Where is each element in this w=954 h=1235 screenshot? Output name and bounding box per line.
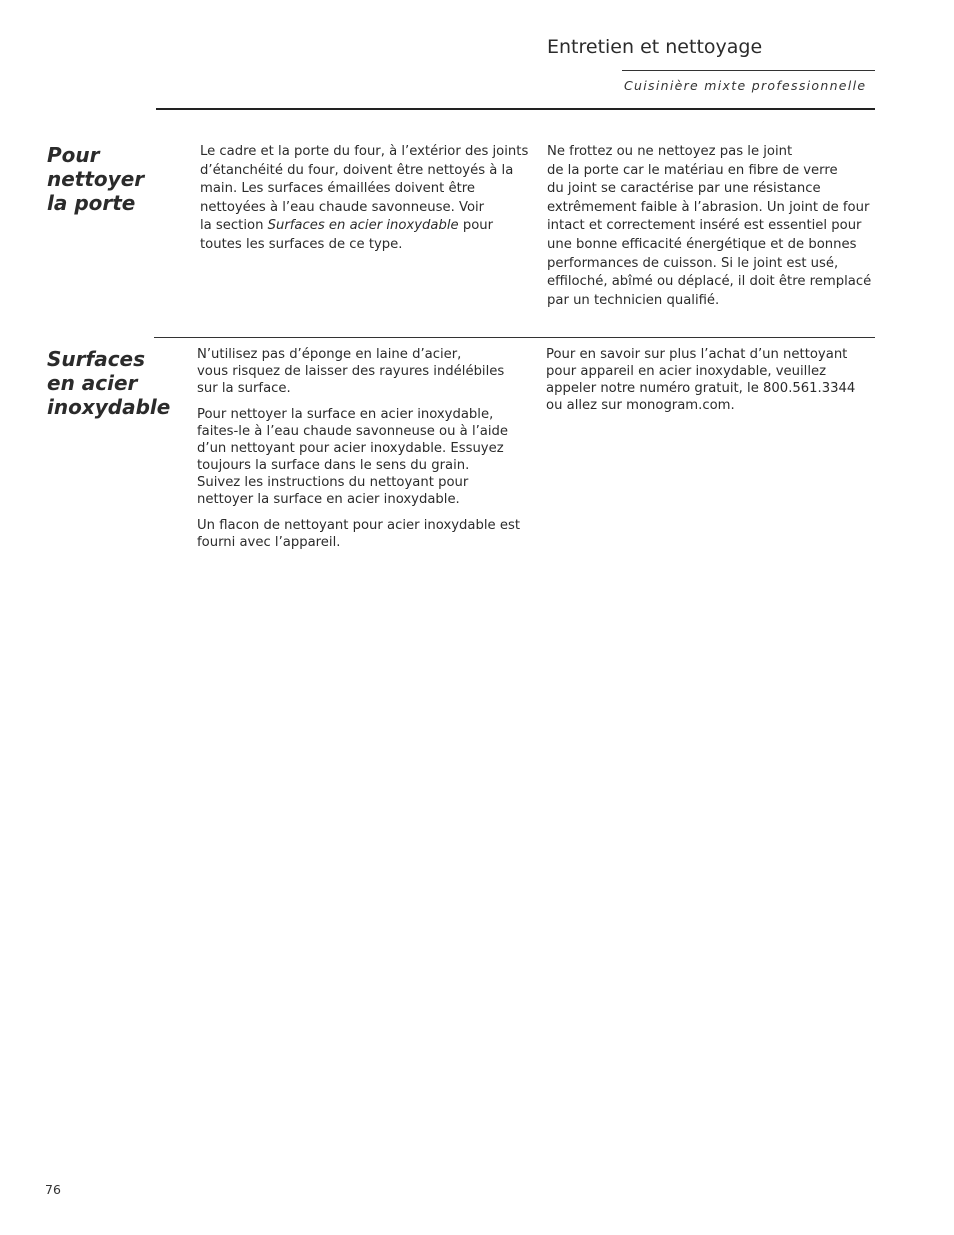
text-line: performances de cuisson. Si le joint est usé,	[547, 255, 839, 271]
text-line: une bonne efficacité énergétique et de bonnes	[547, 236, 857, 252]
section-reference: Surfaces en acier inoxydable	[267, 218, 459, 234]
text-line: intact et correctement inséré est essentiel pour	[547, 218, 862, 234]
text-line: du joint se caractérise par une résistance	[547, 181, 821, 197]
stainless-right-column	[546, 346, 855, 414]
paragraph	[197, 517, 520, 551]
text-line-with-reference	[200, 217, 528, 236]
text-line: N’utilisez pas d’éponge en laine d’acier,	[197, 347, 462, 362]
text-line: nettoyer la surface en acier inoxydable.	[197, 492, 460, 507]
heading-line: en acier	[47, 371, 138, 395]
text-line: Un flacon de nettoyant pour acier inoxydable est	[197, 518, 520, 533]
heading-line: inoxydable	[47, 395, 171, 419]
page-title: Entretien et nettoyage	[547, 36, 763, 58]
door-right-column	[547, 143, 871, 310]
text-line: Suivez les instructions du nettoyant pour	[197, 475, 469, 490]
text-line: Pour en savoir sur plus l’achat d’un nettoyant	[546, 347, 848, 362]
text-line: toutes les surfaces de ce type.	[200, 236, 403, 252]
text-line: appeler notre numéro gratuit, le 800.561.3344	[546, 381, 856, 396]
text-line: fourni avec l’appareil.	[197, 535, 341, 550]
text-line: Pour nettoyer la surface en acier inoxydable,	[197, 407, 494, 422]
text-line: vous risquez de laisser des rayures indélébiles	[197, 364, 505, 379]
text-line: main. Les surfaces émaillées doivent être	[200, 181, 476, 197]
text-line: Le cadre et la porte du four, à l’extérior des joints	[200, 144, 529, 159]
section-divider	[154, 337, 875, 338]
text-line: pour appareil en acier inoxydable, veuillez	[546, 364, 827, 379]
text-line: effiloché, abîmé ou déplacé, il doit être remplacé	[547, 274, 872, 290]
heading-line: Surfaces	[47, 347, 146, 371]
text-line: faites-le à l’eau chaude savonneuse ou à l’aide	[197, 424, 509, 439]
header-divider	[622, 70, 875, 71]
text-line: par un technicien qualifié.	[547, 292, 720, 308]
reference-suffix: pour	[458, 218, 494, 234]
stainless-left-column	[197, 346, 520, 560]
heading-line: nettoyer	[47, 167, 145, 191]
paragraph	[197, 346, 520, 397]
page-number: 76	[45, 1182, 61, 1197]
section-heading-door	[47, 143, 144, 215]
door-left-column	[200, 143, 528, 255]
text-line: toujours la surface dans le sens du grain.	[197, 458, 470, 473]
text-line: d’un nettoyant pour acier inoxydable. Essuyez	[197, 441, 504, 456]
text-line: de la porte car le matériau en fibre de verre	[547, 162, 838, 178]
heading-line: la porte	[47, 191, 136, 215]
text-line: nettoyées à l’eau chaude savonneuse. Voir	[200, 199, 485, 215]
section-heading-stainless	[47, 347, 170, 419]
paragraph	[197, 406, 520, 508]
text-line: Ne frottez ou ne nettoyez pas le joint	[547, 144, 793, 159]
page-subtitle: Cuisinière mixte professionnelle	[624, 78, 867, 93]
header-main-divider	[156, 108, 875, 110]
text-line: ou allez sur monogram.com.	[546, 398, 735, 413]
text-line: d’étanchéité du four, doivent être nettoyés à la	[200, 162, 514, 178]
text-line: extrêmement faible à l’abrasion. Un joint de four	[547, 199, 870, 215]
reference-prefix: la section	[200, 218, 268, 234]
heading-line: Pour	[47, 143, 100, 167]
text-line: sur la surface.	[197, 381, 291, 396]
